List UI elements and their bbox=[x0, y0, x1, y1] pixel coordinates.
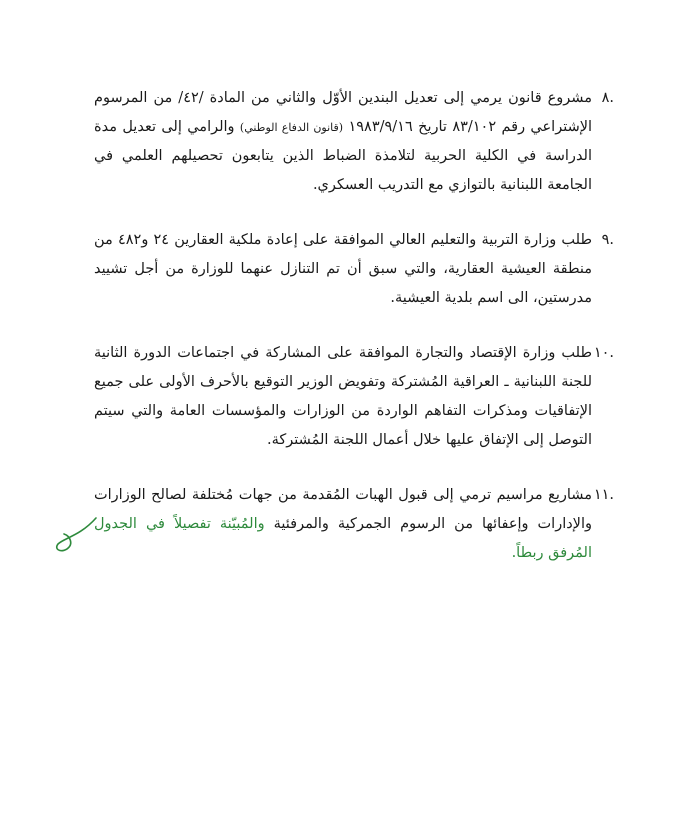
item-text-part: مشاريع مراسيم ترمي إلى قبول الهبات المُقدمة من جهات مُختلفة لصالح الوزارات والإدارات وإعفائها من الرسوم الجمركية والمرفئية bbox=[94, 487, 592, 532]
item-text bbox=[94, 481, 592, 568]
item-text: طلب وزارة التربية والتعليم العالي الموافقة على إعادة ملكية العقارين ٢٤ و٤٨٢ من منطقة العيشية العقارية، والتي سبق أن تم التنازل عنهما للوزارة من أجل تشييد مدرستين، الى اسم بلدية العيشية. bbox=[94, 232, 592, 306]
item-number: .٨ bbox=[601, 90, 614, 106]
agenda-item-8 bbox=[94, 84, 614, 200]
item-text-part: مشروع قانون يرمي إلى تعديل البندين الأوّل والثاني من المادة /٤٢/ من المرسوم الإشتراعي رقم ٨٣/١٠٢ تاريخ ١٩٨٣/٩/١٦ bbox=[94, 90, 593, 135]
item-number: .٩ bbox=[601, 232, 614, 248]
item-text-note: (قانون الدفاع الوطني) bbox=[239, 121, 344, 134]
signature-icon bbox=[50, 512, 106, 556]
item-number: .١١ bbox=[593, 487, 614, 503]
handwritten-annotation-text: والمُبيّنة تفصيلاً في الجدول المُرفق ربطاً. bbox=[94, 516, 592, 561]
agenda-item-10 bbox=[94, 339, 614, 455]
agenda-item-11 bbox=[94, 481, 614, 568]
item-text bbox=[94, 84, 592, 200]
agenda-items-list bbox=[94, 84, 614, 594]
agenda-item-9 bbox=[94, 226, 614, 313]
item-text: طلب وزارة الإقتصاد والتجارة الموافقة على المشاركة في اجتماعات الدورة الثانية للجنة اللبنانية ـ العراقية المُشتركة وتفويض الوزير التوقيع بالأحرف الأولى على جميع الإتفاقيات ومذكرات التفاهم الواردة من الوزارات والمؤسسات العامة والتي سيتم التوصل إلى الإتفاق عليها خلال أعمال اللجنة المُشتركة. bbox=[94, 345, 592, 448]
item-number: .١٠ bbox=[593, 345, 614, 361]
item-text-part: والرامي إلى تعديل مدة الدراسة في الكلية الحربية لتلامذة الضباط الذين يتابعون تحصيلهم العلمي في الجامعة اللبنانية بالتوازي مع التدريب العسكري. bbox=[94, 119, 592, 193]
